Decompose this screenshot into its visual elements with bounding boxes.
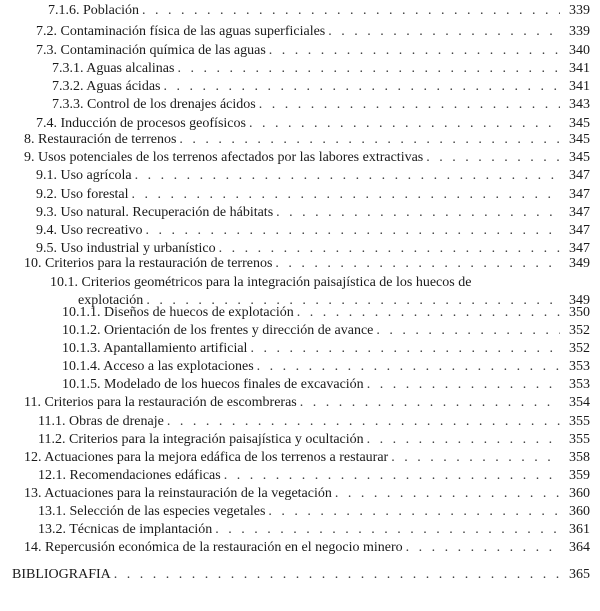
toc-entry-title: 12.1. Recomendaciones edáficas xyxy=(38,468,221,483)
dot-leader xyxy=(297,304,560,322)
toc-entry-title: 14. Repercusión económica de la restauración en el negocio minero xyxy=(24,540,403,555)
toc-entry xyxy=(52,60,590,80)
toc-entry-title: 12. Actuaciones para la mejora edáfica de los terrenos a restaurar xyxy=(24,450,389,465)
dot-leader xyxy=(224,467,560,485)
toc-entry-title: 10.1.1. Diseños de huecos de explotación xyxy=(62,305,294,320)
toc-entry xyxy=(52,96,590,116)
toc-entry-title: 13. Actuaciones para la reinstauración de la vegetación xyxy=(24,486,332,501)
toc-entry-title: 10.1.5. Modelado de los huecos finales de excavación xyxy=(62,377,364,392)
toc-entry-page: 364 xyxy=(569,540,590,555)
toc-entry-title: 9.3. Uso natural. Recuperación de hábitats xyxy=(36,205,274,220)
dot-leader xyxy=(146,222,560,240)
dot-leader xyxy=(276,204,560,222)
toc-entry-page: 345 xyxy=(569,150,590,165)
toc-entry xyxy=(36,23,590,43)
toc-entry-title: 11.1. Obras de drenaje xyxy=(38,414,164,429)
dot-leader xyxy=(132,186,560,204)
toc-entry-title-continuation: explotación xyxy=(78,293,144,308)
toc-entry-title: 9.4. Uso recreativo xyxy=(36,223,143,238)
toc-entry xyxy=(24,485,590,505)
toc-entry-page: 339 xyxy=(569,3,590,18)
toc-entry-page: 359 xyxy=(569,468,590,483)
toc-entry xyxy=(62,358,590,378)
toc-entry-page: 354 xyxy=(569,395,590,410)
dot-leader xyxy=(259,96,560,114)
toc-entry-page: 343 xyxy=(569,97,590,112)
dot-leader xyxy=(426,149,560,167)
toc-entry-page: 358 xyxy=(569,450,590,465)
toc-entry-page: 365 xyxy=(569,567,590,582)
toc-entry-page: 347 xyxy=(569,187,590,202)
dot-leader xyxy=(275,255,560,273)
toc-entry-title: 10.1.2. Orientación de los frentes y dirección de avance xyxy=(62,323,374,338)
toc-entry xyxy=(12,566,590,586)
toc-entry-title: 7.1.6. Población xyxy=(48,3,139,18)
toc-entry-title: 7.4. Inducción de procesos geofísicos xyxy=(36,116,246,131)
toc-entry xyxy=(24,149,590,169)
toc-entry-page: 361 xyxy=(569,522,590,537)
dot-leader xyxy=(167,413,560,431)
dot-leader xyxy=(268,503,560,521)
toc-entry xyxy=(62,340,590,360)
toc-entry-title: 10. Criterios para la restauración de terrenos xyxy=(24,256,273,271)
toc-entry-title: 7.3.3. Control de los drenajes ácidos xyxy=(52,97,256,112)
toc-entry xyxy=(36,186,590,206)
dot-leader xyxy=(177,60,560,78)
toc-entry-page: 360 xyxy=(569,486,590,501)
dot-leader xyxy=(257,358,560,376)
toc-entry xyxy=(24,539,590,559)
dot-leader xyxy=(328,23,560,41)
toc-entry xyxy=(38,503,590,523)
toc-entry-page: 347 xyxy=(569,205,590,220)
dot-leader xyxy=(179,131,560,149)
toc-entry-page: 349 xyxy=(569,293,590,308)
toc-entry-page: 339 xyxy=(569,24,590,39)
toc-entry-page: 345 xyxy=(569,132,590,147)
toc-entry-page: 349 xyxy=(569,256,590,271)
toc-entry-title: 10.1.4. Acceso a las explotaciones xyxy=(62,359,254,374)
toc-entry-page: 340 xyxy=(569,43,590,58)
dot-leader xyxy=(367,431,560,449)
toc-entry-title: 9.2. Uso forestal xyxy=(36,187,129,202)
toc-entry-page: 352 xyxy=(569,341,590,356)
dot-leader xyxy=(335,485,560,503)
toc-entry-title: 9. Usos potenciales de los terrenos afectados por las labores extractivas xyxy=(24,150,424,165)
toc-entry-page: 353 xyxy=(569,359,590,374)
toc-entry-page: 341 xyxy=(569,79,590,94)
toc-entry-page: 355 xyxy=(569,432,590,447)
toc-entry-page: 341 xyxy=(569,61,590,76)
toc-entry xyxy=(48,2,590,22)
dot-leader xyxy=(250,340,560,358)
toc-entry-title: 7.2. Contaminación física de las aguas superficiales xyxy=(36,24,326,39)
toc-entry xyxy=(62,304,590,324)
toc-entry xyxy=(36,167,590,187)
toc-entry-title: 11. Criterios para la restauración de escombreras xyxy=(24,395,297,410)
toc-entry-page: 345 xyxy=(569,116,590,131)
toc-entry xyxy=(24,394,590,414)
dot-leader xyxy=(163,78,560,96)
toc-entry xyxy=(62,376,590,396)
toc-entry-page: 347 xyxy=(569,168,590,183)
toc-entry-title: BIBLIOGRAFIA xyxy=(12,567,111,582)
toc-entry-title: 7.3. Contaminación química de las aguas xyxy=(36,43,266,58)
dot-leader xyxy=(391,449,560,467)
toc-entry-title: 10.1. Criterios geométricos para la integración paisajística de los huecos de xyxy=(50,275,472,290)
toc-entry-title: 7.3.1. Aguas alcalinas xyxy=(52,61,175,76)
toc-entry-page: 347 xyxy=(569,223,590,238)
toc-entry-title: 7.3.2. Aguas ácidas xyxy=(52,79,161,94)
toc-entry xyxy=(36,222,590,242)
toc-entry-page: 350 xyxy=(569,305,590,320)
toc-entry-title: 11.2. Criterios para la integración paisajística y ocultación xyxy=(38,432,364,447)
dot-leader xyxy=(367,376,560,394)
dot-leader xyxy=(300,394,560,412)
toc-entry xyxy=(62,322,590,342)
toc-entry-page: 352 xyxy=(569,323,590,338)
dot-leader xyxy=(142,2,560,20)
toc-entry xyxy=(38,521,590,541)
toc-entry-title: 9.5. Uso industrial y urbanístico xyxy=(36,241,216,256)
toc-entry xyxy=(38,413,590,433)
toc-entry-page: 360 xyxy=(569,504,590,519)
toc-entry xyxy=(52,78,590,98)
toc-entry xyxy=(24,255,590,275)
toc-entry-title: 13.1. Selección de las especies vegetales xyxy=(38,504,266,519)
toc-entry xyxy=(38,431,590,451)
dot-leader xyxy=(376,322,560,340)
dot-leader xyxy=(114,566,560,584)
toc-entry-page: 355 xyxy=(569,414,590,429)
toc-entry xyxy=(24,449,590,469)
dot-leader xyxy=(135,167,560,185)
dot-leader xyxy=(215,521,560,539)
dot-leader xyxy=(406,539,560,557)
toc-entry xyxy=(36,204,590,224)
toc-entry-title: 9.1. Uso agrícola xyxy=(36,168,132,183)
toc-entry xyxy=(38,467,590,487)
toc-entry-title: 10.1.3. Apantallamiento artificial xyxy=(62,341,248,356)
toc-entry-title: 8. Restauración de terrenos xyxy=(24,132,177,147)
toc-entry-title: 13.2. Técnicas de implantación xyxy=(38,522,213,537)
toc-entry xyxy=(24,131,590,151)
toc-entry xyxy=(36,42,590,62)
toc-entry-page: 347 xyxy=(569,241,590,256)
toc-entry-page: 353 xyxy=(569,377,590,392)
dot-leader xyxy=(269,42,560,60)
